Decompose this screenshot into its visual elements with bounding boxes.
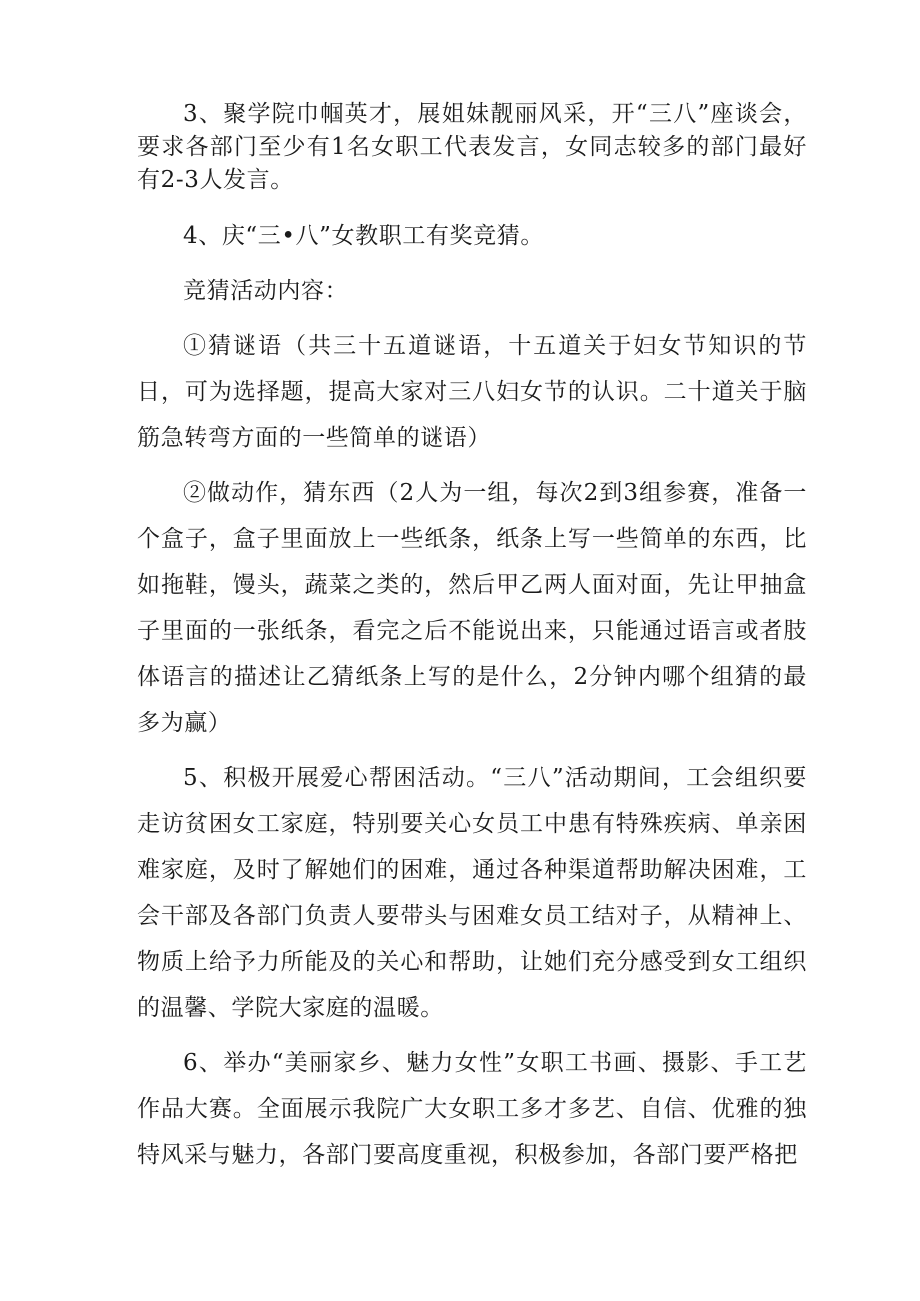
paragraph-item-6-contest: 6、举办“美丽家乡、魅力女性”女职工书画、摄影、手工艺作品大赛。全面展示我院广大女职工多才多艺、自信、优雅的独特风采与魅力，各部门要高度重视，积极参加，各部门要严格把 [137, 1050, 807, 1168]
paragraph-item-4-quiz: 4、庆“三•八”女教职工有奖竞猜。 [183, 223, 544, 249]
paragraph-quiz-content-heading: 竞猜活动内容： [183, 278, 349, 304]
paragraph-item-3-symposium: 3、聚学院巾帼英才，展姐妹靓丽风采，开“三八”座谈会，要求各部门至少有1名女职工代表发言，女同志较多的部门最好有2-3人发言。 [137, 101, 807, 193]
paragraph-item-5-assistance: 5、积极开展爱心帮困活动。“三八”活动期间，工会组织要走访贫困女工家庭，特别要关心女员工中患有特殊疾病、单亲困难家庭，及时了解她们的困难，通过各种渠道帮助解决困难，工会干部及各部门负责人要带头与困难女员工结对子，从精神上、物质上给予力所能及的关心和帮助，让她们充分感受到女工组织的温馨、学院大家庭的温暖。 [137, 765, 807, 1021]
paragraph-charades: ②做动作，猜东西（2人为一组，每次2到3组参赛，准备一个盒子，盒子里面放上一些纸条，纸条上写一些简单的东西，比如拖鞋，馒头，蔬菜之类的，然后甲乙两人面对面，先让甲抽盒子里面的一张纸条，看完之后不能说出来，只能通过语言或者肢体语言的描述让乙猜纸条上写的是什么，2分钟内哪个组猜的最多为赢） [137, 480, 807, 736]
paragraph-riddles: ①猜谜语（共三十五道谜语，十五道关于妇女节知识的节日，可为选择题，提高大家对三八妇女节的认识。二十道关于脑筋急转弯方面的一些简单的谜语） [137, 333, 807, 451]
document-body [137, 98, 807, 1187]
